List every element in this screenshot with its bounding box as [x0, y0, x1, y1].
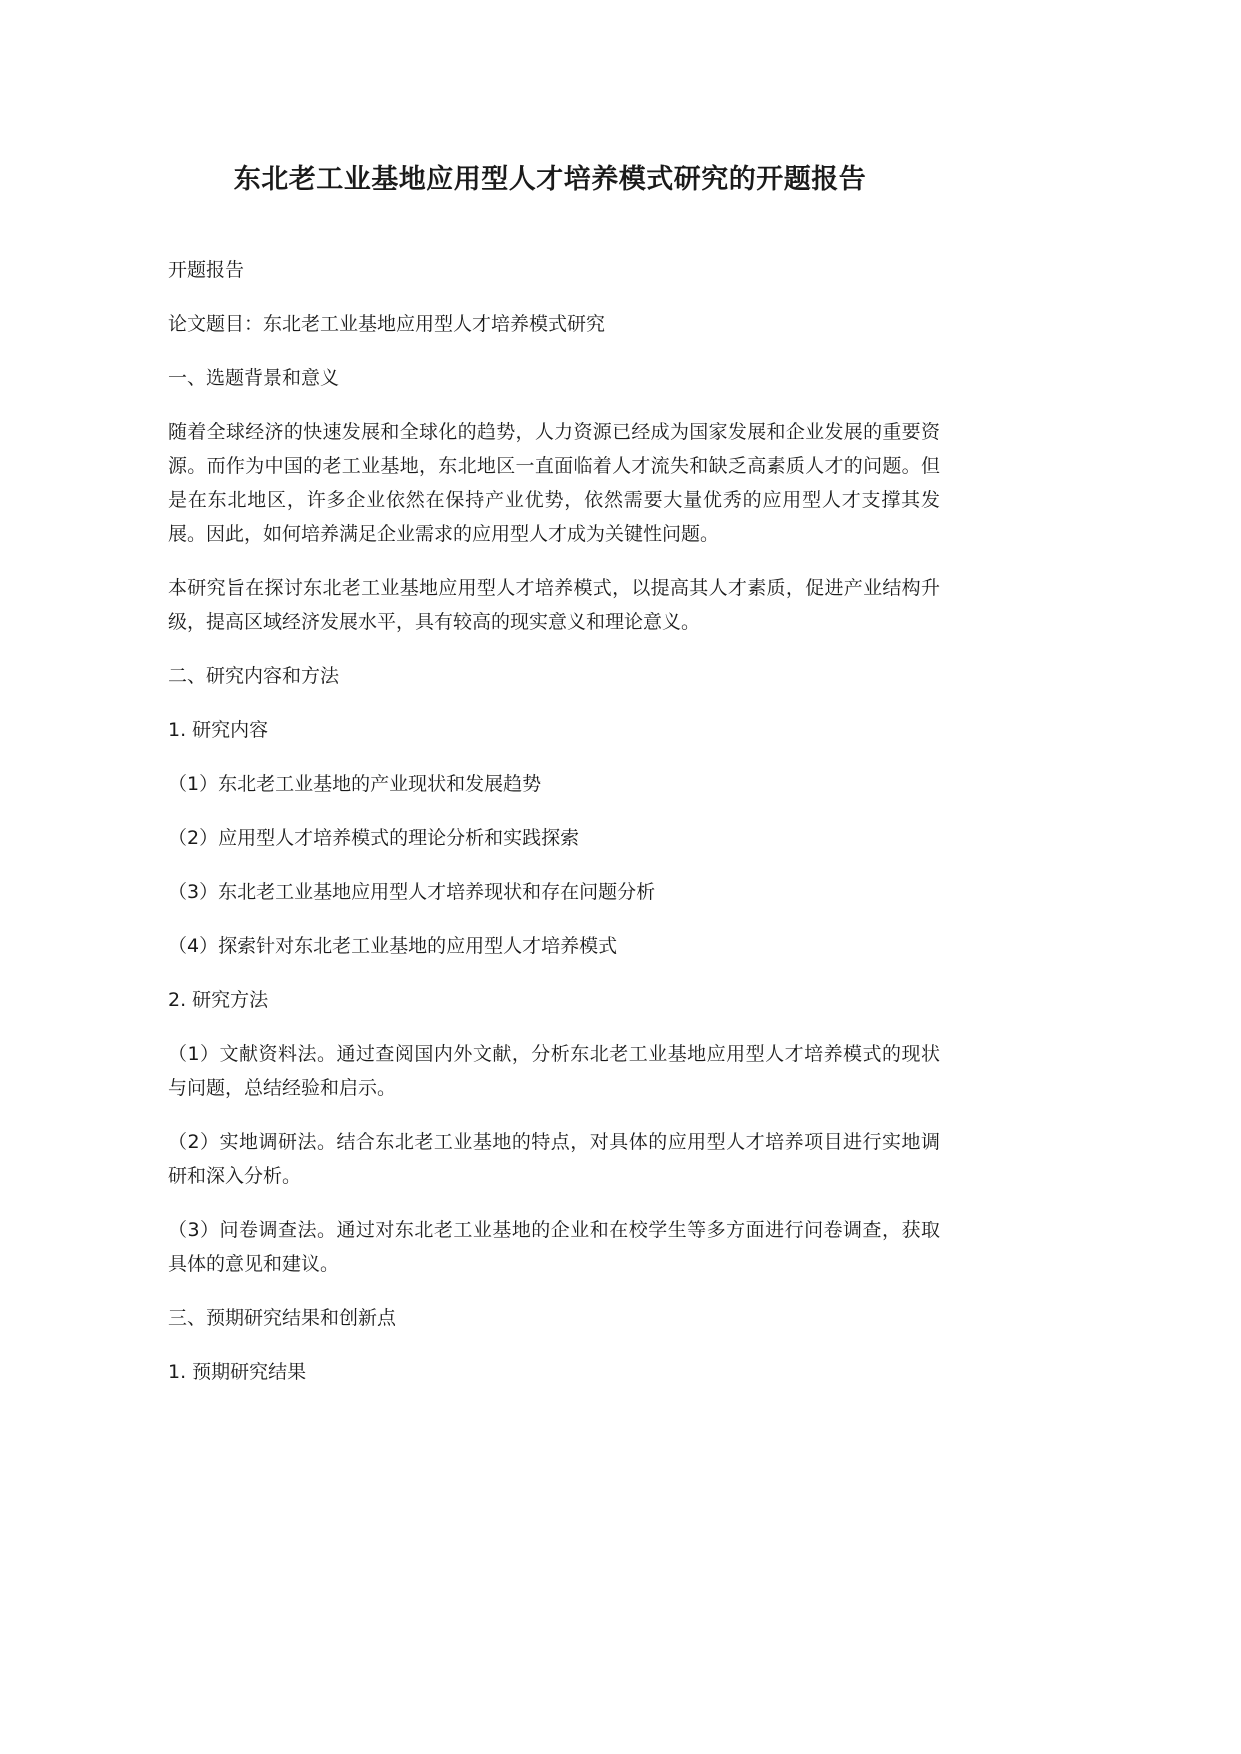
background-paragraph-2: 本研究旨在探讨东北老工业基地应用型人才培养模式，以提高其人才素质，促进产业结构升级，提高区域经济发展水平，具有较高的现实意义和理论意义。: [168, 577, 940, 633]
content-item-4: （4）探索针对东北老工业基地的应用型人才培养模式: [168, 935, 618, 957]
method-item-2: （2）实地调研法。结合东北老工业基地的特点，对具体的应用型人才培养项目进行实地调研和深入分析。: [168, 1131, 940, 1187]
subheading-research-content: 1. 研究内容: [168, 719, 269, 741]
subheading-expected-results: 1. 预期研究结果: [168, 1361, 307, 1383]
section-heading-content-methods: 二、研究内容和方法: [168, 665, 340, 687]
report-label: 开题报告: [168, 259, 245, 281]
thesis-topic: 论文题目：东北老工业基地应用型人才培养模式研究: [168, 313, 606, 335]
content-item-3: （3）东北老工业基地应用型人才培养现状和存在问题分析: [168, 881, 656, 903]
content-item-1: （1）东北老工业基地的产业现状和发展趋势: [168, 773, 542, 795]
method-item-3: （3）问卷调查法。通过对东北老工业基地的企业和在校学生等多方面进行问卷调查，获取具体的意见和建议。: [168, 1219, 940, 1275]
content-item-2: （2）应用型人才培养模式的理论分析和实践探索: [168, 827, 580, 849]
section-heading-background: 一、选题背景和意义: [168, 367, 340, 389]
document-body: [168, 253, 940, 1409]
document-title: 东北老工业基地应用型人才培养模式研究的开题报告: [233, 164, 867, 195]
background-paragraph-1: 随着全球经济的快速发展和全球化的趋势，人力资源已经成为国家发展和企业发展的重要资源。而作为中国的老工业基地，东北地区一直面临着人才流失和缺乏高素质人才的问题。但是在东北地区，许多企业依然在保持产业优势，依然需要大量优秀的应用型人才支撑其发展。因此，如何培养满足企业需求的应用型人才成为关键性问题。: [168, 421, 940, 545]
subheading-research-methods: 2. 研究方法: [168, 989, 269, 1011]
method-item-1: （1）文献资料法。通过查阅国内外文献，分析东北老工业基地应用型人才培养模式的现状与问题，总结经验和启示。: [168, 1043, 940, 1099]
section-heading-expected-results: 三、预期研究结果和创新点: [168, 1307, 397, 1329]
